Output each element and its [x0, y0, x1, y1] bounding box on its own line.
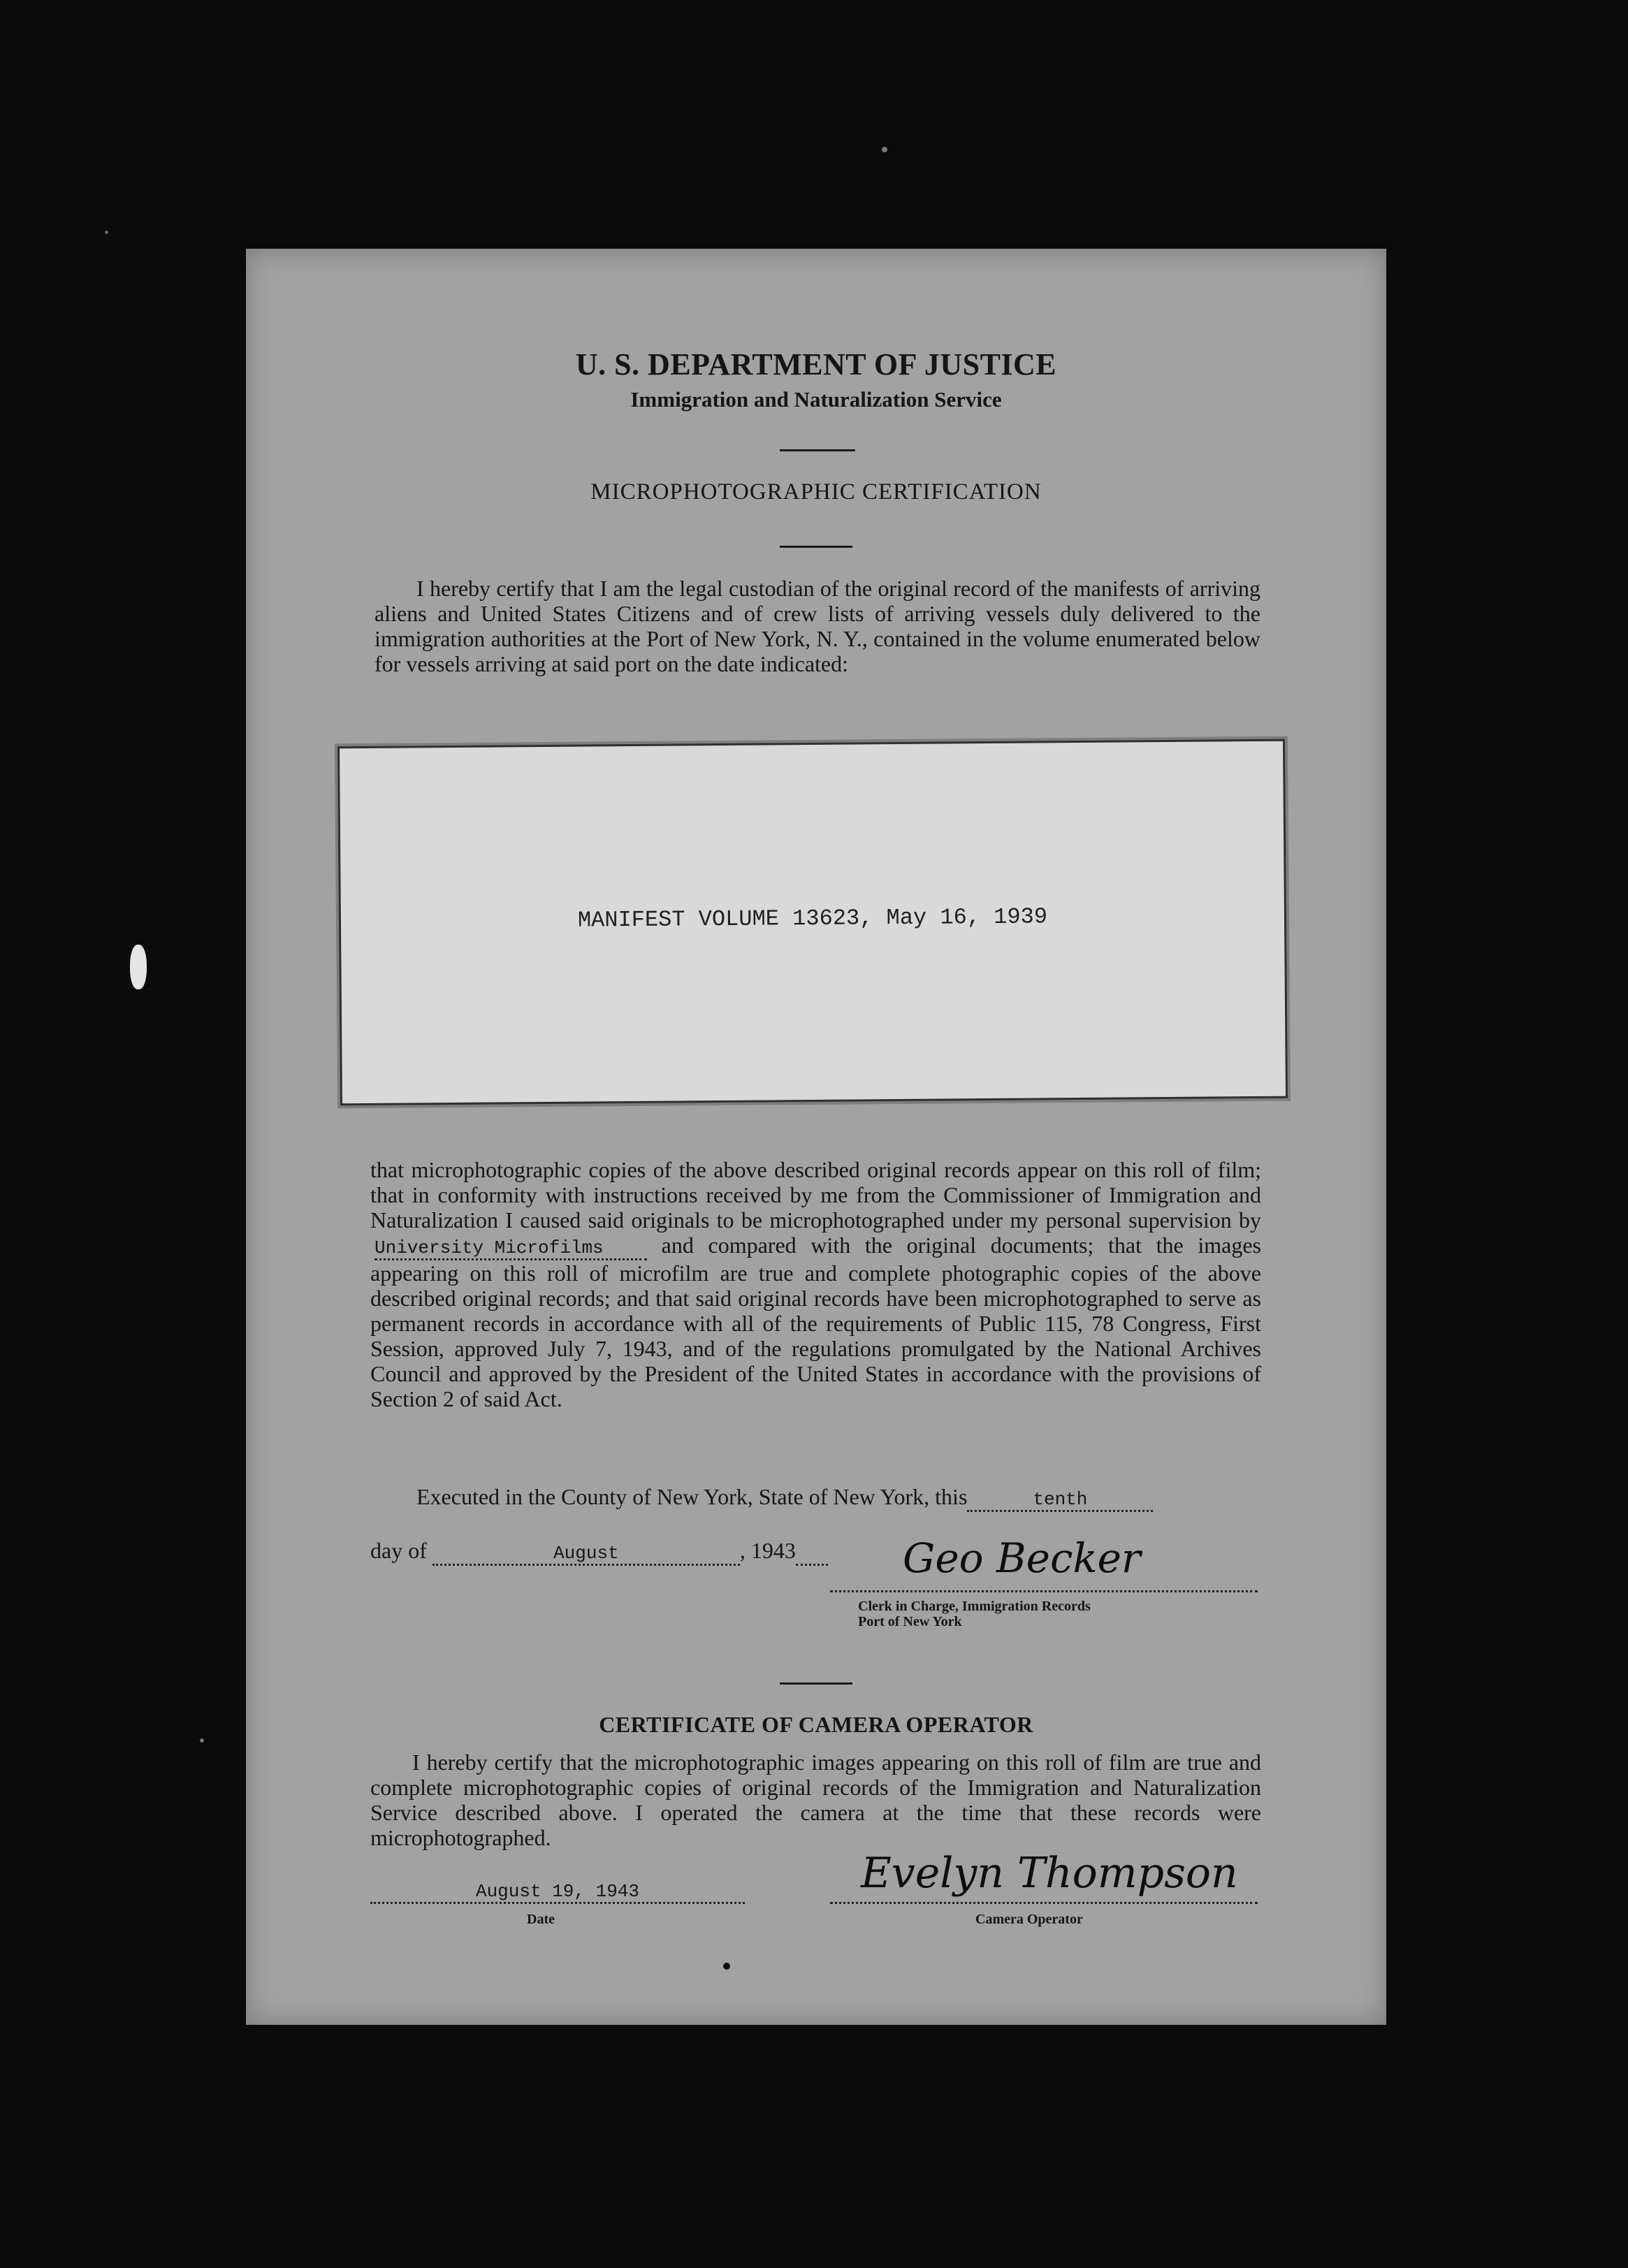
executed-prefix: Executed in the County of New York, State of New York, this — [416, 1484, 968, 1509]
divider — [780, 546, 852, 548]
executed-year: , 1943 — [739, 1538, 796, 1563]
clerk-signature-line — [830, 1590, 1258, 1592]
intro-paragraph: I hereby certify that I am the legal custodian of the original record of the manifests of arriving aliens and United States Citizens and of crew lists of arriving vessels duly delivered to the immigration authorities at the Port of New York, N. Y., contained in the volume enumerated below for vessels arriving at said port on the date indicated: — [375, 576, 1260, 676]
camera-operator-signature: Evelyn Thompson — [861, 1849, 1238, 1898]
executed-month-value: August — [433, 1543, 740, 1566]
supervisor-name: University Microfilms — [375, 1237, 647, 1260]
manifest-insert-card — [340, 741, 1286, 1104]
film-speck — [200, 1738, 204, 1743]
executed-date-line — [370, 1538, 828, 1566]
body-text-b: and compared with the original documents; that the images appearing on this roll of microfilm are true and complete photographic copies of the above described original records; and that said original records have been microphotographed to serve as permanent records in accordance with all of the requirements of Public 115, 78 Congress, First Session, approved July 7, 1943, and of the regulations promulgated by the National Archives Council and approved by the President of the United States in accordance with the provisions of Section 2 of said Act. — [370, 1233, 1262, 1411]
film-speck — [130, 945, 147, 989]
camera-date-label: Date — [527, 1912, 555, 1927]
dot-mark — [723, 1963, 730, 1970]
camera-paragraph: I hereby certify that the microphotographic images appearing on this roll of film are true and complete microphotographic copies of original records of the Immigration and Naturalization Service described above. I operated the camera at the time that these records were microphotographed. — [370, 1750, 1261, 1850]
clerk-title-line1: Clerk in Charge, Immigration Records — [858, 1599, 1091, 1614]
divider — [780, 1682, 852, 1685]
clerk-title-line2: Port of New York — [858, 1614, 962, 1629]
certificate-document — [246, 249, 1386, 2025]
camera-date-value: August 19, 1943 — [370, 1881, 745, 1904]
day-of-label: day of — [370, 1538, 427, 1563]
department-heading: U. S. DEPARTMENT OF JUSTICE — [575, 347, 1057, 381]
body-paragraph — [370, 1157, 1261, 1411]
camera-operator-label: Camera Operator — [975, 1912, 1083, 1927]
camera-operator-signature-line — [830, 1902, 1258, 1904]
film-speck — [105, 231, 108, 234]
manifest-label: MANIFEST VOLUME 13623, May 16, 1939 — [577, 903, 1048, 933]
certification-title: MICROPHOTOGRAPHIC CERTIFICATION — [590, 479, 1042, 504]
service-subheading: Immigration and Naturalization Service — [630, 387, 1002, 412]
executed-day-value: tenth — [967, 1489, 1153, 1512]
clerk-title — [858, 1599, 1091, 1629]
film-speck — [882, 147, 887, 152]
camera-certificate-title: CERTIFICATE OF CAMERA OPERATOR — [599, 1712, 1033, 1737]
divider — [780, 449, 855, 451]
executed-line — [416, 1484, 1153, 1512]
dotted-fill — [796, 1538, 828, 1566]
clerk-signature: Geo Becker — [903, 1534, 1141, 1582]
body-text-a: that microphotographic copies of the above described original records appear on this roll of film; that in conformity with instructions received by me from the Commissioner of Immigration and Naturalization I caused said originals to be microphotographed under my personal supervision by — [370, 1157, 1261, 1233]
